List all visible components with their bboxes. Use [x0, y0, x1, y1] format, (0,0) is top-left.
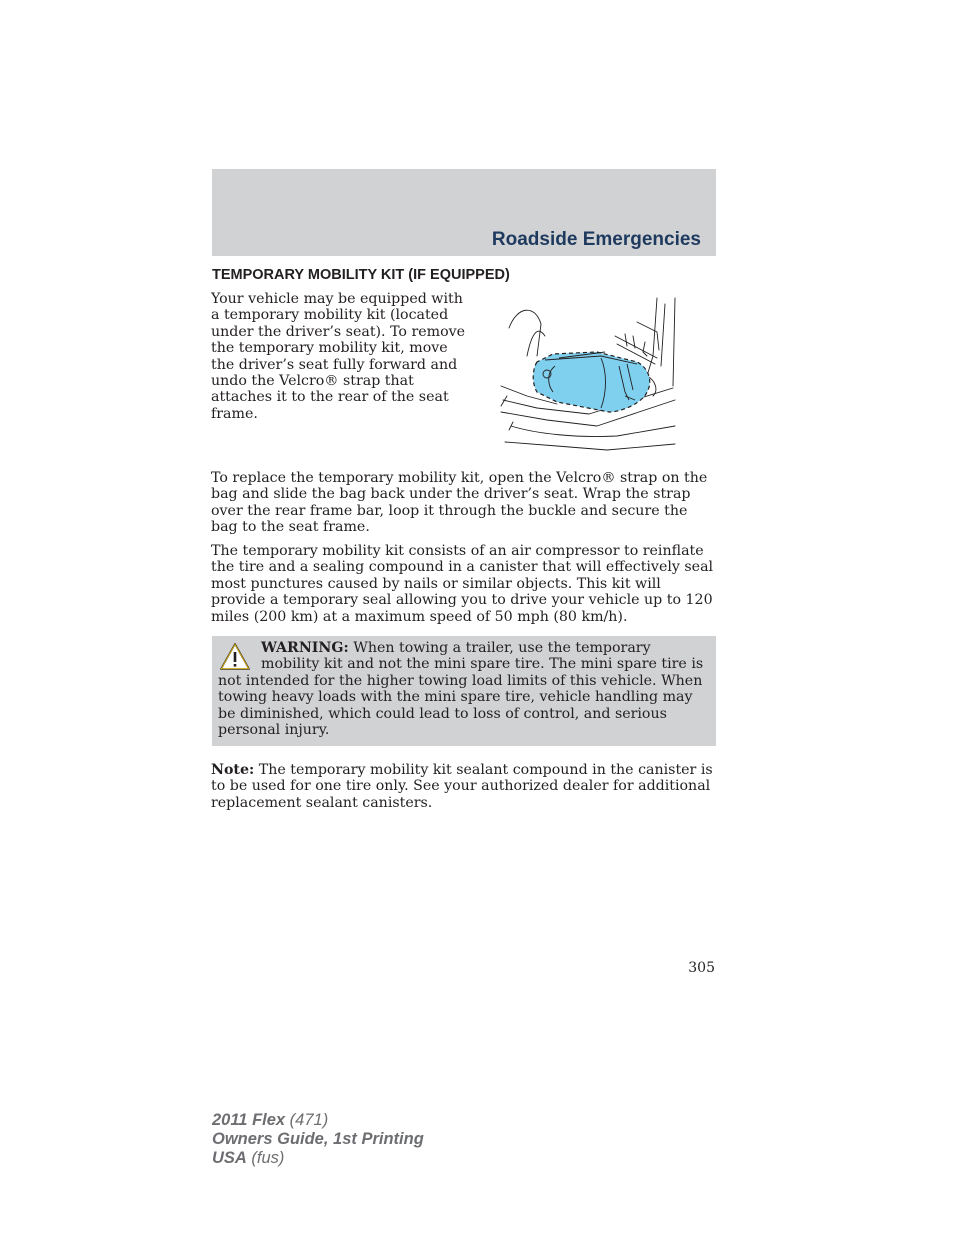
note-label: Note: [211, 762, 255, 778]
warning-label: WARNING: [261, 640, 349, 656]
section-header-band [212, 169, 716, 256]
mobility-kit-bag-shape [533, 352, 650, 412]
footer-line-market [212, 1149, 424, 1168]
mobility-kit-illustration [497, 296, 677, 456]
note-paragraph [211, 762, 716, 811]
section-header-title: Roadside Emergencies [491, 229, 701, 250]
kit-contents-paragraph: The temporary mobility kit consists of an air compressor to reinflate the tire and a sealing compound in a canister that will effectively seal most punctures caused by nails or similar objects. This kit will provide a temporary seal allowing you to drive your vehicle up to 120 miles (200 km) at a maximum speed of 50 mph (80 km/h). [211, 543, 714, 625]
note-body: The temporary mobility kit sealant compound in the canister is to be used for one tire only. See your authorized dealer for additional replacement sealant canisters. [211, 762, 713, 811]
footer-publication-info [212, 1111, 424, 1168]
replace-paragraph: To replace the temporary mobility kit, open the Velcro® strap on the bag and slide the bag back under the driver’s seat. Wrap the strap over the rear frame bar, loop it through the buckle and secure the bag to the seat frame. [211, 470, 708, 536]
footer-market-code: (fus) [246, 1149, 285, 1167]
footer-model: 2011 Flex [212, 1111, 286, 1129]
footer-model-code: (471) [285, 1111, 329, 1129]
section-title: TEMPORARY MOBILITY KIT (IF EQUIPPED) [212, 267, 510, 283]
warning-box [212, 636, 716, 746]
footer-line-guide: Owners Guide, 1st Printing [212, 1130, 424, 1148]
warning-body: When towing a trailer, use the temporary mobility kit and not the mini spare tire. The mini spare tire is not intended for the higher towing load limits of this vehicle. When towing heavy loads with the mini spare tire, vehicle handling may be diminished, which could lead to loss of control, and serious personal injury. [218, 640, 704, 739]
warning-text [218, 640, 706, 738]
footer-line-model [212, 1111, 424, 1130]
footer-market: USA [212, 1149, 247, 1167]
page-number: 305 [688, 960, 715, 976]
intro-paragraph: Your vehicle may be equipped with a temporary mobility kit (located under the driver’s seat). To remove the temporary mobility kit, move the driver’s seat fully forward and undo the Velcro® strap that attaches it to the rear of the seat frame. [211, 291, 466, 422]
